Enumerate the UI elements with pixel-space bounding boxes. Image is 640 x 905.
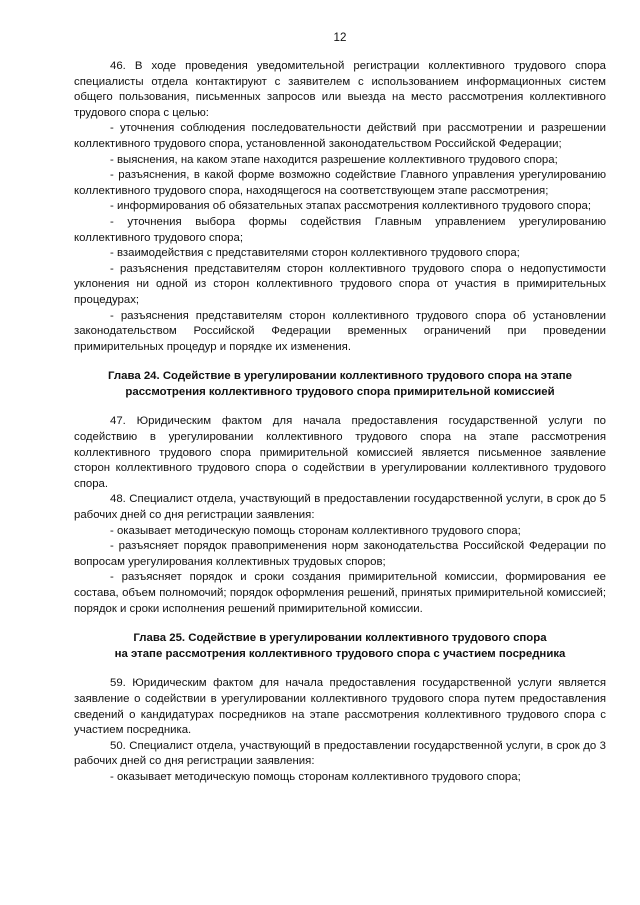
chapter-25-heading [74,631,606,662]
page-number: 12 [333,31,347,44]
chapter-24-heading-line-2: рассмотрения коллективного трудового спора примирительной комиссией [125,385,555,398]
paragraph-48-item-1: - оказывает методическую помощь сторонам коллективного трудового спора; [110,524,521,537]
paragraph-46-item-3: - разъяснения, в какой форме возможно содействие Главного управления урегулированию коллективного трудового спора, находящегося на соответствующем этапе рассмотрения; [74,169,606,197]
paragraph-46-item-8: - разъяснения представителям сторон коллективного трудового спора об установлении законодательством Российской Федерации временных ограничений при проведении примирительных процедур и порядке их изменения. [74,309,606,353]
paragraph-50-item-1: - оказывает методическую помощь сторонам коллективного трудового спора; [110,770,521,783]
paragraph-48-item-3: - разъясняет порядок и сроки создания примирительной комиссии, формирования ее состава, объем полномочий; порядок оформления решений, принятых примирительной комиссией; порядок и сроки исполнения решений примирительной комиссии. [74,571,606,615]
paragraph-46-item-7: - разъяснения представителям сторон коллективного трудового спора о недопустимости уклонения ни одной из сторон коллективного трудового спора от участия в примирительных процедурах; [74,262,606,306]
paragraph-50 [74,739,606,786]
chapter-24-heading [74,369,606,400]
paragraph-46-item-1: - уточнения соблюдения последовательности действий при рассмотрении и разрешении коллективного трудового спора, установленной законодательством Российской Федерации; [74,122,606,150]
chapter-25-heading-line-2: на этапе рассмотрения коллективного трудового спора с участием посредника [114,647,566,660]
paragraph-46-item-6: - взаимодействия с представителями сторон коллективного трудового спора; [110,247,520,260]
paragraph-48-item-2: - разъясняет порядок правоприменения норм законодательства Российской Федерации по вопросам урегулирования коллективных трудовых споров; [74,540,606,568]
paragraph-46-item-2: - выяснения, на каком этапе находится разрешение коллективного трудового спора; [110,153,558,166]
paragraph-46-intro: 46. В ходе проведения уведомительной регистрации коллективного трудового спора специалисты отдела контактируют с заявителем с использованием информационных систем общего пользования, письменных запросов или выезда на место рассмотрения коллективного трудового спора с целью: [74,60,606,119]
chapter-25-heading-line-1: Глава 25. Содействие в урегулировании коллективного трудового спора [133,632,547,645]
chapter-24-heading-line-1: Глава 24. Содействие в урегулировании коллективного трудового спора на этапе [108,370,572,383]
paragraph-59: 59. Юридическим фактом для начала предоставления государственной услуги является заявление о содействии в урегулировании коллективного трудового спора путем предоставления сведений о кандидатурах посредников на этапе рассмотрения коллективного трудового спора с участием посредника. [74,677,606,737]
paragraph-48-intro: 48. Специалист отдела, участвующий в предоставлении государственной услуги, в срок до 5 рабочих дней со дня регистрации заявления: [74,493,606,522]
paragraph-48 [74,492,606,617]
paragraph-46-item-4: - информирования об обязательных этапах рассмотрения коллективного трудового спора; [110,200,592,213]
paragraph-46-item-5: - уточнения выбора формы содействия Главным управлением урегулированию коллективного трудового спора; [74,215,606,244]
paragraph-47: 47. Юридическим фактом для начала предоставления государственной услуги по содействию в урегулировании коллективного трудового спора на этапе рассмотрения коллективного трудового спора примирительной комиссией является письменное заявление сторон коллективного трудового спора о содействии в урегулировании коллективного трудового спора. [74,415,606,490]
paragraph-50-intro: 50. Специалист отдела, участвующий в предоставлении государственной услуги, в срок до 3 рабочих дней со дня регистрации заявления: [74,739,606,768]
paragraph-46 [74,59,606,355]
